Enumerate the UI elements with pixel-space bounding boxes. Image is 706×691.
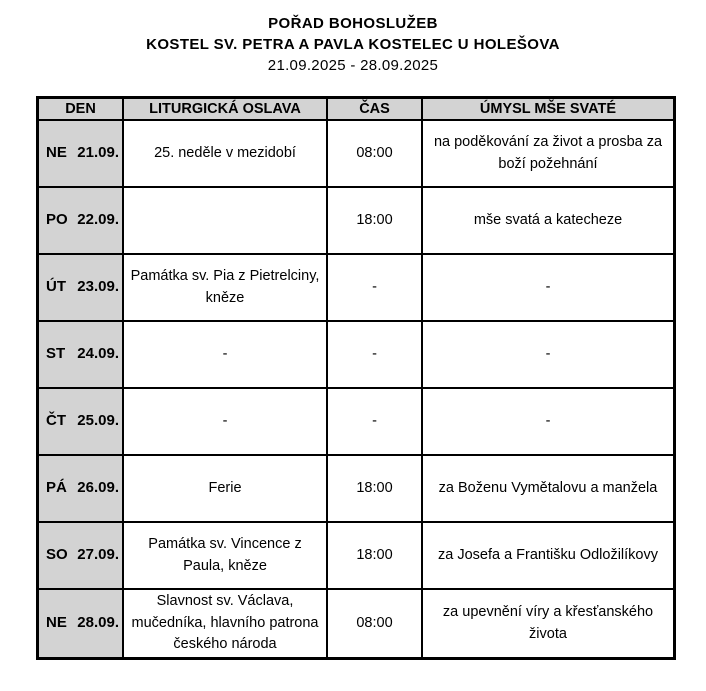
day-cell [39, 523, 124, 590]
day-abbrev: NE [46, 614, 67, 632]
day-abbrev: NE [46, 144, 67, 162]
intention-cell: za Boženu Vymětalovu a manžela [423, 456, 673, 523]
table-header-row [39, 99, 673, 121]
church-name: KOSTEL SV. PETRA A PAVLA KOSTELEC U HOLEŠOVA [146, 36, 560, 53]
table-row [39, 188, 673, 255]
day-date: 23.09. [77, 278, 119, 296]
time-cell: 18:00 [328, 523, 423, 590]
day-abbrev: PO [46, 211, 68, 229]
intention-cell: - [423, 255, 673, 322]
day-date: 28.09. [77, 614, 119, 632]
column-header-day: DEN [39, 99, 124, 121]
celebration-cell: Památka sv. Pia z Pietrelciny, kněze [124, 255, 328, 322]
day-date: 27.09. [77, 546, 119, 564]
day-cell [39, 456, 124, 523]
celebration-cell [124, 188, 328, 255]
celebration-cell: Slavnost sv. Václava, mučedníka, hlavního patrona českého národa [124, 590, 328, 657]
time-cell: - [328, 322, 423, 389]
table-row [39, 456, 673, 523]
title-block [0, 13, 706, 76]
time-cell: - [328, 255, 423, 322]
day-cell [39, 255, 124, 322]
day-date: 26.09. [77, 479, 119, 497]
intention-cell: na poděkování za život a prosba za boží požehnání [423, 121, 673, 188]
celebration-cell: - [124, 389, 328, 456]
intention-cell: - [423, 322, 673, 389]
day-cell [39, 121, 124, 188]
day-cell [39, 322, 124, 389]
day-abbrev: ST [46, 345, 66, 363]
day-cell [39, 389, 124, 456]
table-row [39, 121, 673, 188]
intention-cell: - [423, 389, 673, 456]
time-cell: - [328, 389, 423, 456]
day-abbrev: SO [46, 546, 68, 564]
celebration-cell: Ferie [124, 456, 328, 523]
day-abbrev: ČT [46, 412, 66, 430]
day-date: 24.09. [77, 345, 119, 363]
time-cell: 08:00 [328, 121, 423, 188]
intention-cell: mše svatá a katecheze [423, 188, 673, 255]
time-cell: 18:00 [328, 456, 423, 523]
column-header-intention: ÚMYSL MŠE SVATÉ [423, 99, 673, 121]
table-row [39, 322, 673, 389]
document-title: POŘAD BOHOSLUŽEB [268, 15, 438, 32]
table-row [39, 255, 673, 322]
day-date: 25.09. [77, 412, 119, 430]
day-cell [39, 188, 124, 255]
table-row [39, 590, 673, 657]
day-abbrev: ÚT [46, 278, 66, 296]
day-date: 21.09. [77, 144, 119, 162]
day-date: 22.09. [77, 211, 119, 229]
table-row [39, 389, 673, 456]
celebration-cell: - [124, 322, 328, 389]
intention-cell: za upevnění víry a křesťanského života [442, 603, 654, 642]
column-header-time: ČAS [328, 99, 423, 121]
time-cell: 08:00 [328, 590, 423, 657]
table-row [39, 523, 673, 590]
intention-cell: za Josefa a Františku Odložilíkovy [423, 523, 673, 590]
day-abbrev: PÁ [46, 479, 67, 497]
column-header-celebration: LITURGICKÁ OSLAVA [124, 99, 328, 121]
celebration-cell: 25. neděle v mezidobí [124, 121, 328, 188]
time-cell: 18:00 [328, 188, 423, 255]
day-cell [39, 590, 124, 657]
mass-schedule-table [36, 96, 676, 660]
celebration-cell: Památka sv. Vincence z Paula, kněze [124, 523, 328, 590]
date-range: 21.09.2025 - 28.09.2025 [267, 57, 439, 74]
